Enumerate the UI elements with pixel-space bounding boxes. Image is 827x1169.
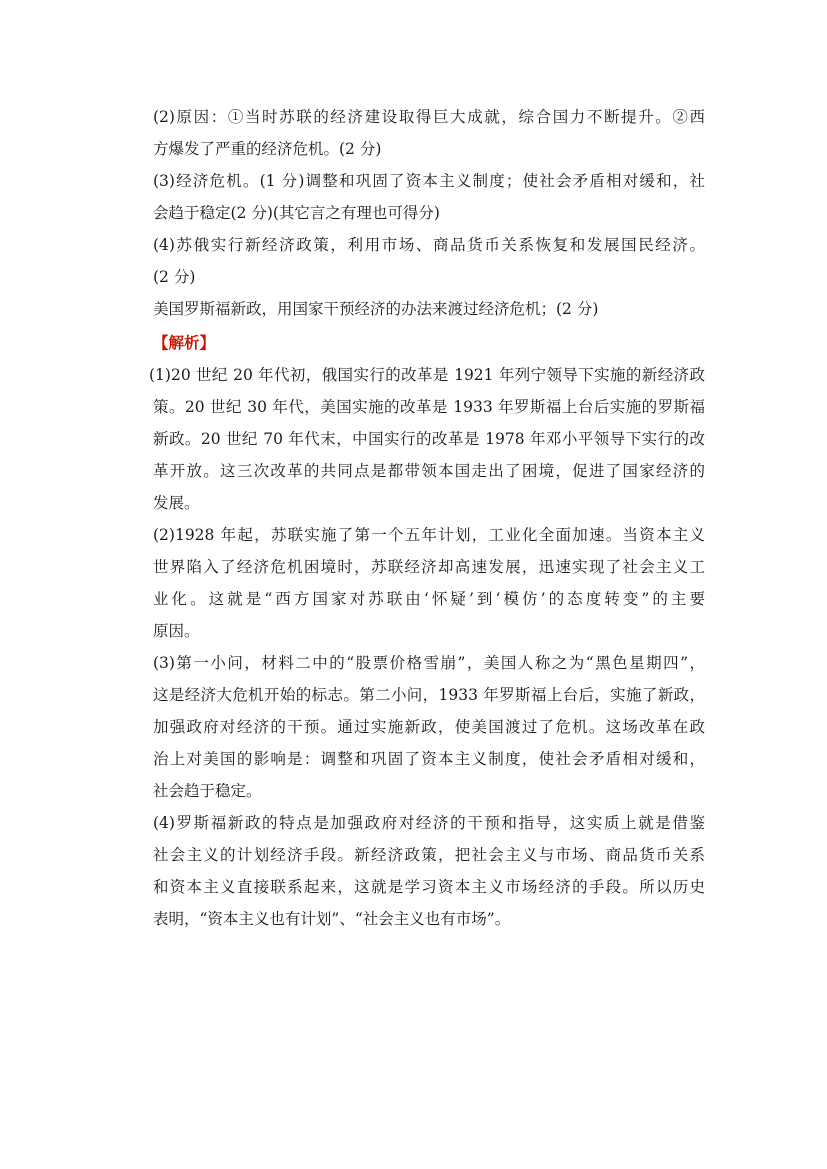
text-line: 发展。 (153, 494, 200, 512)
text-line: 方爆发了严重的经济危机。(2 分) (153, 140, 382, 158)
analysis-heading: 【解析】 (153, 333, 216, 352)
answer-3 (153, 165, 705, 229)
text-line: 这是经济大危机开始的标志。第二小问，1933 年罗斯福上台后，实施了新政， (153, 686, 705, 704)
text-line: 原因。 (153, 622, 200, 640)
text-line: 社会趋于稳定。 (153, 782, 262, 800)
text-line: 社会主义的计划经济手段。新经济政策，把社会主义与市场、商品货币关系 (153, 846, 705, 864)
text-line: (2 分) (153, 268, 196, 286)
text-line: (2)1928 年起，苏联实施了第一个五年计划，工业化全面加速。当资本主义 (153, 526, 705, 544)
text-line: 业化。这就是“西方国家对苏联由‘怀疑’到‘模仿’的态度转变”的主要 (153, 590, 705, 608)
text-line: 加强政府对经济的干预。通过实施新政，使美国渡过了危机。这场改革在政 (153, 718, 705, 736)
text-line: 表明，“资本主义也有计划”、“社会主义也有市场”。 (153, 910, 511, 928)
text-line: (4)罗斯福新政的特点是加强政府对经济的干预和指导，这实质上就是借鉴 (153, 814, 705, 832)
text-line: (4)苏俄实行新经济政策，利用市场、商品货币关系恢复和发展国民经济。 (153, 236, 705, 254)
text-line: 和资本主义直接联系起来，这就是学习资本主义市场经济的手段。所以历史 (153, 878, 705, 896)
text-line: (1)20 世纪 20 年代初，俄国实行的改革是 1921 年列宁领导下实施的新经济政 (149, 366, 705, 384)
analysis-paragraph-2 (153, 519, 705, 647)
analysis-paragraph-1 (149, 359, 705, 519)
text-line: (3)第一小问，材料二中的“股票价格雪崩”，美国人称之为“黑色星期四”， (153, 654, 705, 672)
analysis-paragraph-3 (153, 647, 705, 807)
text-line: 会趋于稳定(2 分)(其它言之有理也可得分) (153, 204, 440, 222)
text-line: 革开放。这三次改革的共同点是都带领本国走出了困境，促进了国家经济的 (153, 462, 705, 480)
answer-4 (153, 229, 705, 325)
text-line: 治上对美国的影响是：调整和巩固了资本主义制度，使社会矛盾相对缓和， (153, 750, 705, 768)
answer-2 (153, 101, 705, 165)
analysis-section (149, 359, 705, 935)
text-line: (2)原因：①当时苏联的经济建设取得巨大成就，综合国力不断提升。②西 (153, 108, 705, 126)
analysis-paragraph-4 (153, 807, 705, 935)
text-line: 策。20 世纪 30 年代，美国实施的改革是 1933 年罗斯福上台后实施的罗斯福 (153, 398, 705, 416)
text-line: 新政。20 世纪 70 年代末，中国实行的改革是 1978 年邓小平领导下实行的改 (153, 430, 705, 448)
text-line: 美国罗斯福新政，用国家干预经济的办法来渡过经济危机；(2 分) (153, 300, 599, 318)
text-line: (3)经济危机。(1 分)调整和巩固了资本主义制度；使社会矛盾相对缓和，社 (153, 172, 705, 190)
text-line: 世界陷入了经济危机困境时，苏联经济却高速发展，迅速实现了社会主义工 (153, 558, 705, 576)
answer-section (153, 101, 705, 325)
